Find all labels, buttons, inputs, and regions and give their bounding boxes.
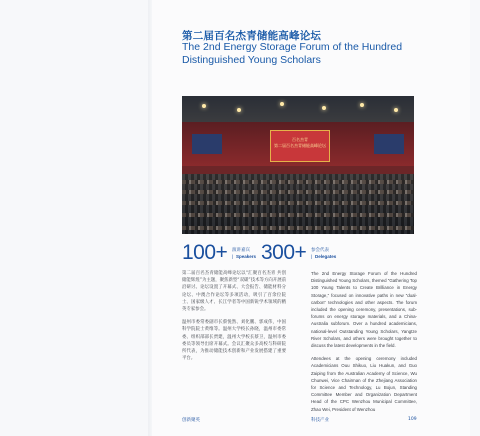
- stat-separator: |: [311, 254, 313, 259]
- screen-text: [271, 137, 329, 149]
- side-screen-right: [374, 134, 404, 154]
- body-cn-paragraph-2: 温州市委常委副市长蔡悦然、刘化鹏、郭成伟，中国科学院院士黄维等。温州大学校长孙晓，温州市委常委、组织部部长贾建，温州大学校长蔡卫，温州市委委员等领导出席开幕式。会议汇聚众多高校与科研院所代表，为推动储能技术创新和产业发展搭建了重要平台。: [182, 320, 286, 362]
- body-en-paragraph-2: Attendees at the opening ceremony included Academicians Ouu Shikuo, Liu Huakun, and Guo Zaiping from the Australian Academy of Science, Wu Chunwei, Vice Chairman of the Zhejiang Association for Science and Technology, Lu Bojun, Standing Committee Member and Organization Department Head of the CPC Wenzhou Municipal Committee, Zhao Wei, President of Wenzhou: [311, 356, 417, 412]
- seat-row: [182, 180, 414, 184]
- stat-delegates-en: Delegates: [315, 254, 337, 259]
- screen-line-1: 百名杰青: [292, 137, 308, 142]
- stat-separator: |: [232, 254, 234, 259]
- stat-delegates-cn: 参会代表: [311, 248, 329, 253]
- ceiling-light: [394, 108, 398, 112]
- ceiling-light: [360, 103, 364, 107]
- stat-speakers-en: Speakers: [236, 254, 257, 259]
- seat-row: [182, 190, 414, 194]
- ceiling: [182, 96, 414, 122]
- title-chinese: 第二届百名杰青储能高峰论坛: [182, 30, 322, 42]
- footer-section-mid: 科技产业: [311, 418, 329, 423]
- audience: [182, 174, 414, 234]
- screen-line-2: 第二届百名杰青储能高峰论坛: [274, 143, 326, 148]
- seat-row: [182, 226, 414, 230]
- title-english: The 2nd Energy Storage Forum of the Hundred Distinguished Young Scholars: [182, 41, 403, 66]
- stat-delegates-number: 300+: [261, 241, 307, 264]
- seat-row: [182, 201, 414, 205]
- main-screen: [270, 130, 330, 162]
- seat-row: [182, 213, 414, 217]
- forum-photo: [182, 96, 414, 234]
- stage-floor: [182, 166, 414, 174]
- stat-speakers-number: 100+: [182, 241, 228, 264]
- ceiling-light: [237, 108, 241, 112]
- stat-speakers-cn: 演讲嘉宾: [232, 248, 250, 253]
- body-english: [311, 270, 417, 419]
- body-en-paragraph-1: The 2nd Energy Storage Forum of the Hundred Distinguished Young Scholars, themed “Gathering Top 100 Young Talents to Create Brilliance in Energy Storage,” focused on innovative paths in new “dual-carbon” technologies and other aspects. The forum included the opening ceremony, presentations, sub-forums on energy storage materials, and a China-Australia subforum. Over a hundred academicians, national-level Outstanding Young Scholars, Yangtze River Scholars, and others were brought together to discuss the latest developments in the field.: [311, 271, 417, 349]
- page-number: 109: [408, 417, 417, 422]
- ceiling-light: [322, 106, 326, 110]
- ceiling-light: [202, 104, 206, 108]
- side-screen-left: [192, 134, 222, 154]
- body-chinese: [182, 270, 286, 368]
- body-cn-paragraph-1: 第二届百名杰青储能高峰论坛以“汇聚百名杰青 共创储能辉煌”为主题，聚焦新型“双碳”技术等方向开展前沿研讨。论坛设置了开幕式、大会报告、储能材料分论坛、中澳合作论坛等多项活动，吸引了百余位院士、国家级人才、长江学者等中国新锐学术领域的精英专家参会。: [182, 271, 286, 313]
- ceiling-light: [280, 102, 284, 106]
- footer-section-left: 创新聚英: [182, 418, 200, 423]
